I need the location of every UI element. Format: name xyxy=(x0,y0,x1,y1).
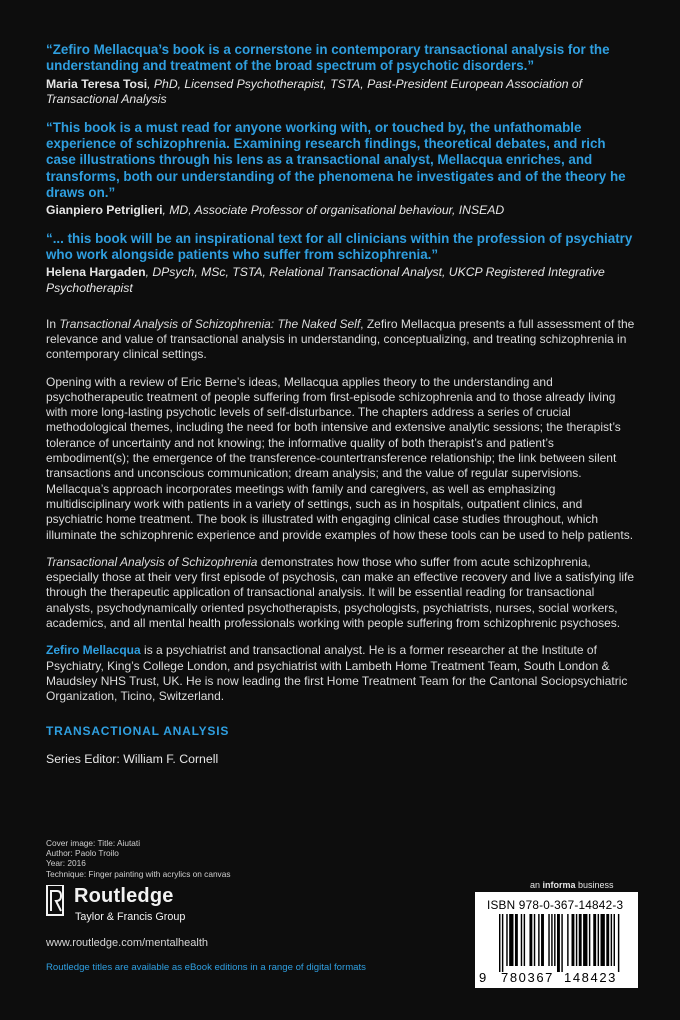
barcode-bar xyxy=(576,914,577,966)
barcode-bar xyxy=(502,914,503,972)
barcode-digit-first: 9 xyxy=(479,970,487,985)
barcode-digits-right: 148423 xyxy=(564,970,617,985)
author-name: Zefiro Mellacqua xyxy=(46,643,141,658)
cover-info-line: Year: 2016 xyxy=(46,858,86,869)
text-span: business xyxy=(575,880,614,890)
endorsement-quote: “Zefiro Mellacqua’s book is a cornerstone in contemporary transactional analysis for the understanding and treatment of the broad spectrum of psychotic disorders.” xyxy=(46,42,610,74)
barcode-bar xyxy=(548,914,549,966)
routledge-logo-icon xyxy=(46,885,66,929)
barcode-bar xyxy=(614,914,615,966)
barcode-bar xyxy=(557,914,560,972)
informa-tagline xyxy=(530,880,614,890)
barcode-digits-left: 780367 xyxy=(501,970,554,985)
endorsement-quote: “This book is a must read for anyone working with, or touched by, the unfathomable experience of schizophrenia. Examining research findings, theoretical debates, and rich case illustrations through his lens as a transactional analyst, Mellacqua enriches, and transforms, both our understanding of the phenomena he investigates and of the theory he draws on.” xyxy=(46,119,626,200)
barcode-bar xyxy=(593,914,596,966)
barcode-bar xyxy=(529,914,532,966)
series-heading: TRANSACTIONAL ANALYSIS xyxy=(46,724,230,739)
description-paragraph-2: Opening with a review of Eric Berne’s ideas, Mellacqua applies theory to the understanding and psychotherapeutic treatment of people suffering from first-episode schizophrenia and to those already living with more long-lasting psychotic levels of self-disturbance. The chapters address a series of crucial methodological themes, including the need for both intensive and extensive analytic sessions; the therapist’s tolerance of uncertainty and not knowing; the informative quality of both therapist’s and patient’s embodiment(s); the emergence of the transference-countertransference relationship; the link between silent transactions and unconscious communication; dream analysis; and the value of regular supervisions. Mellacqua’s approach incorporates meetings with family and caregivers, as well as emphasizing multidisciplinary work with patients in a variety of settings, such as in hospitals, outpatient clinics, and psychiatric home treatment. The book is illustrated with engaging clinical case studies throughout, which illuminate the schizophrenic experience and provide examples of how these tools can be used to help patients. xyxy=(46,374,634,542)
text-span: demonstrates how those who suffer from acute schizophrenia, especially those at their very first episode of psychosis, can make an effective recovery and live a satisfying life through the therapeutic application of transactional analysis. It will be essential reading for transactional analysts, psychodynamically oriented psychotherapists, psychologists, psychiatrists, nurses, social workers, academics, and all mental health professionals working with people suffering from schizophrenic psychoses. xyxy=(46,554,635,630)
description-paragraph-1 xyxy=(46,317,638,363)
barcode-bar xyxy=(515,914,518,966)
endorser-role: , PhD, Licensed Psychotherapist, TSTA, Past-President European Association of Transactional Analysis xyxy=(46,76,583,107)
barcode-bar xyxy=(589,914,590,966)
description-paragraph-3 xyxy=(46,555,638,631)
endorser-name: Gianpiero Petriglieri xyxy=(46,203,163,218)
book-title: Transactional Analysis of Schizophrenia xyxy=(46,554,258,569)
barcode-bar xyxy=(506,914,507,966)
endorsement-attribution xyxy=(46,203,638,219)
barcode-bar xyxy=(554,914,555,966)
endorsement-attribution xyxy=(46,77,638,108)
publisher-url[interactable]: www.routledge.com/mentalhealth xyxy=(46,937,209,949)
text-span: is a psychiatrist and transactional analyst. He is a former researcher at the Institute of Psychiatry, King’s College London, and psychiatrist with Lambeth Home Treatment Team, South London & Maudsley NHS Trust, UK. He is now leading the first Home Treatment Team for the Cantonal Sociopsychiatric Organization, Ticino, Switzerland. xyxy=(46,643,628,704)
barcode-bar xyxy=(499,914,500,972)
endorsement-1 xyxy=(46,42,638,108)
description xyxy=(46,317,638,705)
barcode-bar xyxy=(567,914,568,966)
publisher-name: Routledge xyxy=(74,885,174,907)
barcode-bar xyxy=(521,914,522,966)
barcode-bar xyxy=(579,914,582,966)
barcode-bar xyxy=(606,914,609,966)
barcode-bar xyxy=(611,914,612,966)
barcode-bar xyxy=(598,914,599,966)
author-bio xyxy=(46,643,638,704)
barcode-bar xyxy=(561,914,562,972)
text-span: In xyxy=(46,316,60,331)
endorsement-2 xyxy=(46,120,638,219)
isbn-barcode xyxy=(475,892,638,988)
barcode-bar xyxy=(524,914,525,966)
barcode-bar xyxy=(541,914,544,966)
series-editor: Series Editor: William F. Cornell xyxy=(46,752,219,767)
cover-image-credit xyxy=(46,838,230,879)
barcode-icon xyxy=(499,914,629,972)
publisher-group: Taylor & Francis Group xyxy=(75,911,186,923)
barcode-bar xyxy=(509,914,513,966)
barcode-bar xyxy=(534,914,535,966)
endorser-role: , MD, Associate Professor of organisational behaviour, INSEAD xyxy=(162,203,505,218)
endorsement-quote: “... this book will be an inspirational text for all clinicians within the profession of psychiatry who work alongside patients who suffer from schizophrenia.” xyxy=(46,230,633,263)
book-title: Transactional Analysis of Schizophrenia: The Naked Self xyxy=(59,316,361,331)
informa-brand: informa xyxy=(542,880,576,890)
endorsement-3 xyxy=(46,231,638,297)
cover-info-line: Cover image: Title: Aiutati xyxy=(46,838,141,848)
text-span: an xyxy=(530,880,543,890)
cover-info-line: Technique: Finger painting with acrylics on canvas xyxy=(46,868,231,879)
back-cover-text xyxy=(46,42,638,766)
endorsement-attribution xyxy=(46,265,638,296)
barcode-bar xyxy=(601,914,605,966)
barcode-bar xyxy=(583,914,587,966)
endorser-name: Maria Teresa Tosi xyxy=(46,76,148,91)
ebook-note: Routledge titles are available as eBook editions in a range of digital formats xyxy=(46,962,366,973)
endorser-role: , DPsych, MSc, TSTA, Relational Transactional Analyst, UKCP Registered Integrative Psychotherapist xyxy=(46,265,605,296)
publisher-logo xyxy=(46,885,246,931)
cover-info-line: Author: Paolo Troilo xyxy=(46,848,119,859)
barcode-bar xyxy=(538,914,539,966)
barcode-bar xyxy=(551,914,552,966)
barcode-bar xyxy=(572,914,575,966)
text-span: , Zefiro Mellacqua presents a full assessment of the relevance and value of transactional analysis in understanding, conceptualizing, and treating schizophrenia in contemporary clinical settings. xyxy=(46,316,635,362)
endorser-name: Helena Hargaden xyxy=(46,265,146,280)
isbn-number: ISBN 978-0-367-14842-3 xyxy=(487,898,624,912)
barcode-bar xyxy=(618,914,619,972)
